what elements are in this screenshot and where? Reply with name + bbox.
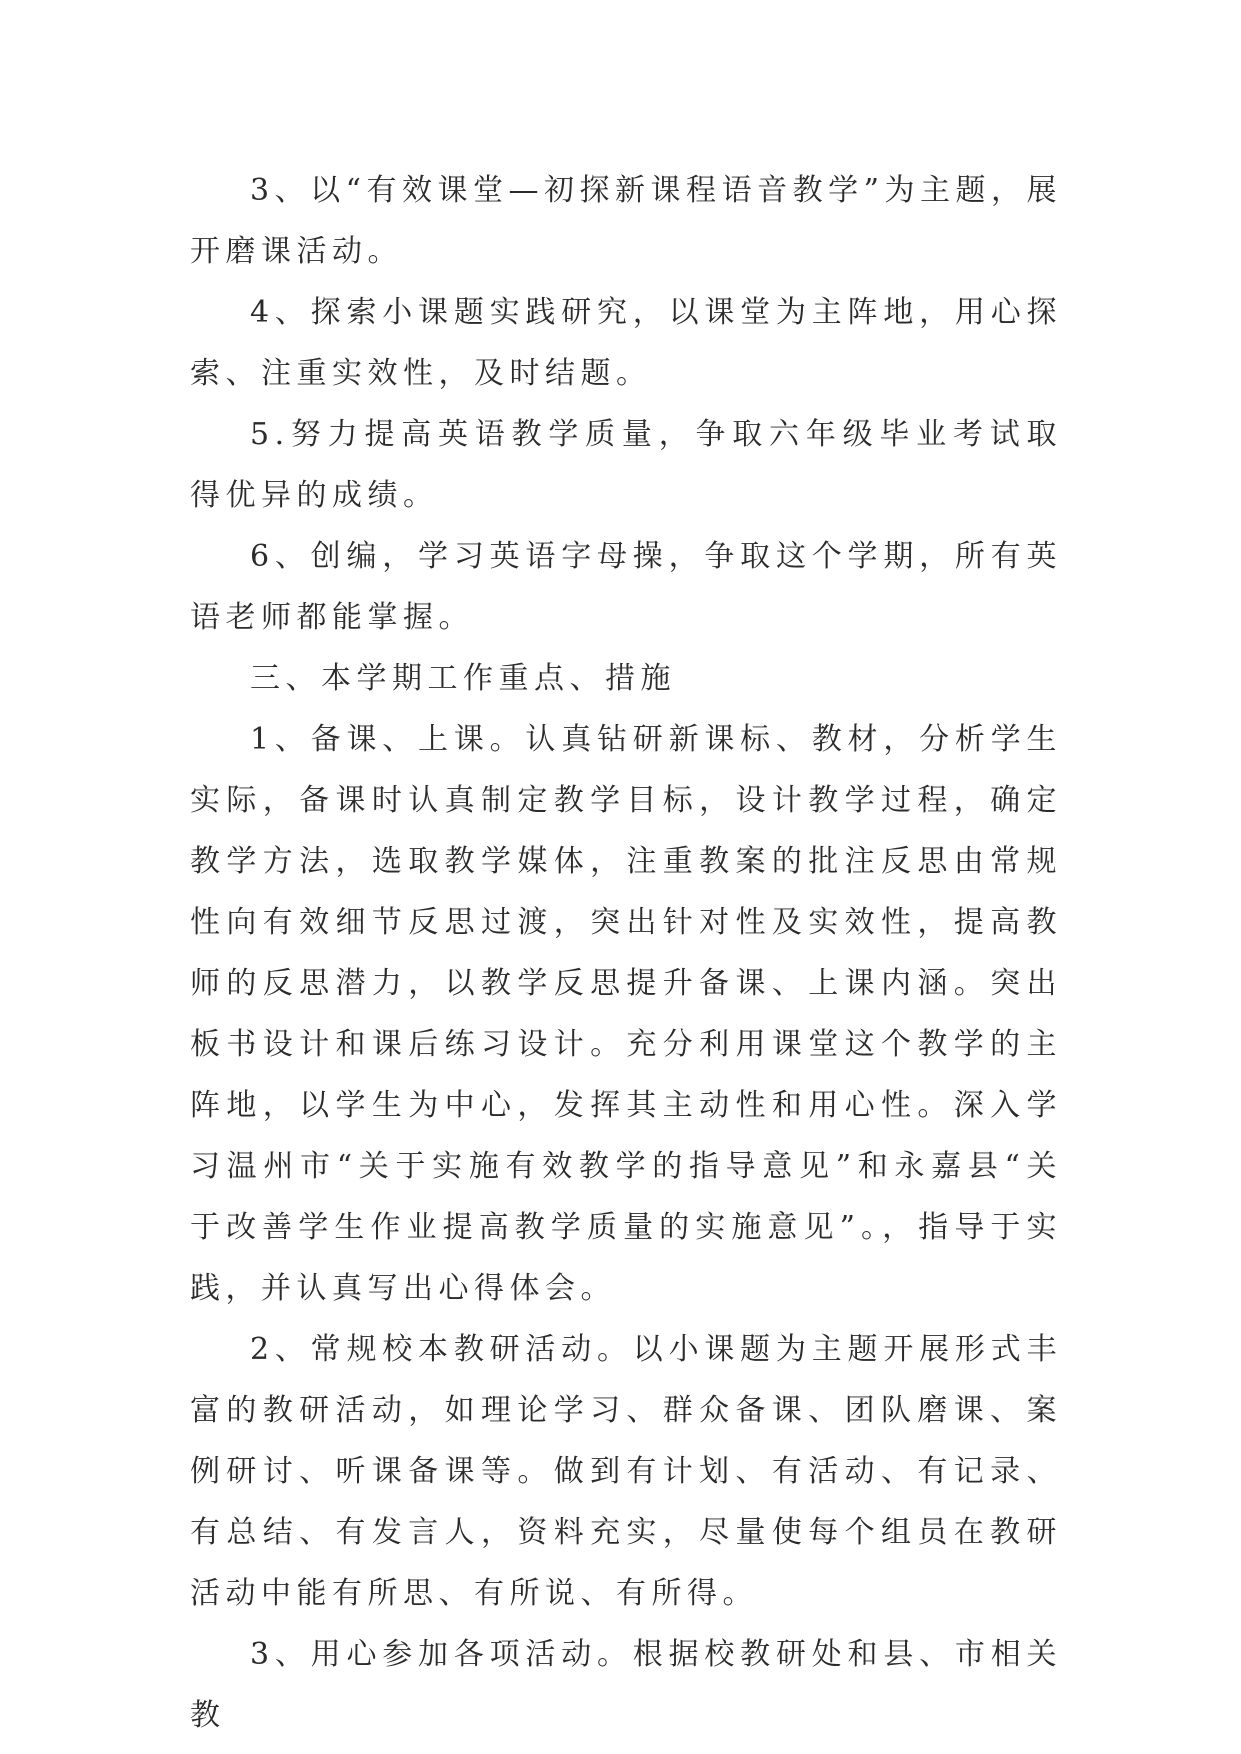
document-body [190,160,1062,1746]
paragraph-measure-1: 1、备课、上课。认真钻研新课标、教材，分析学生实际，备课时认真制定教学目标，设计教学过程，确定教学方法，选取教学媒体，注重教案的批注反思由常规性向有效细节反思过渡，突出针对性及实效性，提高教师的反思潜力，以教学反思提升备课、上课内涵。突出板书设计和课后练习设计。充分利用课堂这个教学的主阵地，以学生为中心，发挥其主动性和用心性。深入学习温州市“关于实施有效教学的指导意见”和永嘉县“关于改善学生作业提高教学质量的实施意见”。，指导于实践，并认真写出心得体会。 [190,722,1062,1306]
paragraph-measure-3: 3、用心参加各项活动。根据校教研处和县、市相关教 [190,1637,1062,1733]
paragraph-goal-4: 4、探索小课题实践研究，以课堂为主阵地，用心探索、注重实效性，及时结题。 [190,295,1062,391]
paragraph-measure-2: 2、常规校本教研活动。以小课题为主题开展形式丰富的教研活动，如理论学习、群众备课、团队磨课、案例研讨、听课备课等。做到有计划、有活动、有记录、有总结、有发言人，资料充实，尽量使每个组员在教研活动中能有所思、有所说、有所得。 [190,1332,1062,1611]
paragraph-goal-5: 5.努力提高英语教学质量，争取六年级毕业考试取得优异的成绩。 [190,417,1062,513]
section-heading: 三、本学期工作重点、措施 [250,661,676,696]
paragraph-goal-3: 3、以“有效课堂—初探新课程语音教学”为主题，展开磨课活动。 [190,173,1062,269]
paragraph-goal-6: 6、创编，学习英语字母操，争取这个学期，所有英语老师都能掌握。 [190,539,1062,635]
